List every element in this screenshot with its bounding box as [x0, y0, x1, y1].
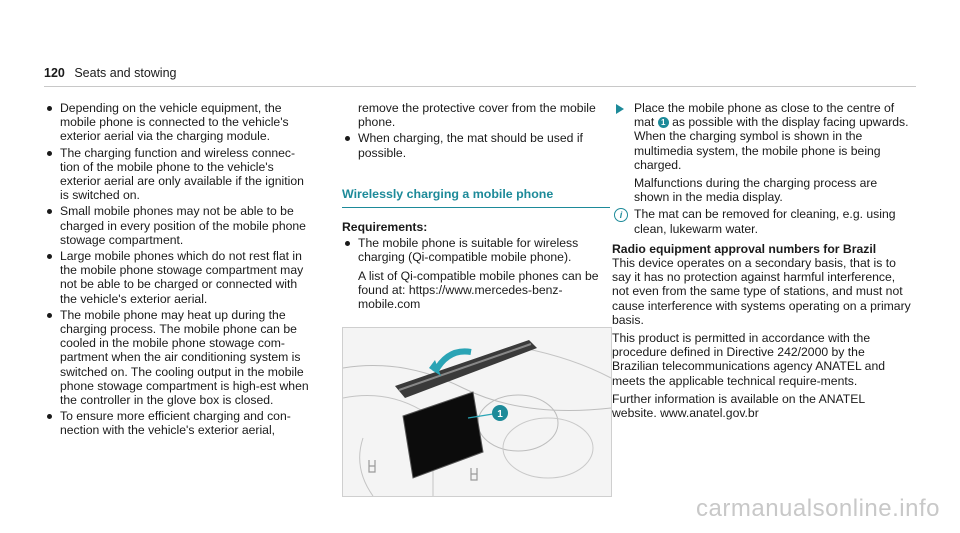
header-divider — [44, 86, 916, 87]
requirements-list — [342, 236, 610, 264]
list-item: The mobile phone is suitable for wireless charging (Qi-compatible mobile phone). — [342, 236, 610, 264]
list-item: Small mobile phones may not be able to be charged in every position of the mobile phone stowage compartment. — [44, 204, 312, 247]
column-2 — [342, 101, 610, 497]
note-text: The mat can be removed for cleaning, e.g. using clean, lukewarm water. — [634, 207, 896, 236]
list-item: The mobile phone may heat up during the charging process. The mobile phone can be cooled in the mobile phone stowage com-partment when the air conditioning system is switched on. The cooling output in the mobile phone stowage compartment is high-est when the controller in the glove box is closed. — [44, 308, 312, 407]
step-paragraph: Malfunctions during the charging process are shown in the media display. — [634, 176, 878, 205]
section-title: Wirelessly charging a mobile phone — [342, 187, 610, 208]
radio-paragraph: This device operates on a secondary basis, that is to say it has no protection against harmful interference, not even from the same type of stations, and must not cause interference with systems operating on a primary basis. — [612, 256, 911, 327]
column-3 — [612, 101, 912, 420]
section-name: Seats and stowing — [74, 66, 177, 80]
column-1 — [44, 101, 312, 440]
page-number: 120 — [44, 66, 65, 80]
list-item: Large mobile phones which do not rest flat in the mobile phone stowage compartment may not be able to be charged or connected with the vehicle's exterior aerial. — [44, 249, 312, 306]
radio-paragraph: Further information is available on the ANATEL website. www.anatel.gov.br — [612, 391, 865, 421]
list-item: When charging, the mat should be used if possible. — [342, 131, 610, 159]
mat-callout-badge: 1 — [658, 117, 669, 128]
charging-mat-drawing — [343, 328, 611, 496]
bullet-list — [44, 101, 312, 438]
requirements-note: A list of Qi-compatible mobile phones can be found at: https://www.mercedes-benz-mobile.com — [358, 268, 599, 312]
step-arrow-icon — [616, 104, 624, 114]
figure-callout-label: 1 — [497, 409, 503, 421]
step-text — [634, 101, 912, 129]
watermark: carmanualsonline.info — [696, 495, 940, 522]
info-icon: i — [614, 208, 628, 222]
step-text-part: as possible with the display facing upwards. — [672, 115, 909, 130]
instruction-step — [612, 101, 912, 204]
step-text-part: Place the mobile phone as close to the centre of mat — [634, 101, 895, 130]
step-paragraph: When the charging symbol is shown in the multimedia system, the mobile phone is being charged. — [634, 129, 881, 172]
list-item: To ensure more efficient charging and con-nection with the vehicle's exterior aerial, — [44, 409, 312, 437]
list-item: The charging function and wireless connec-tion of the mobile phone to the vehicle's exterior aerial are only available if the ignition is switched on. — [44, 146, 312, 203]
page-header — [44, 66, 177, 80]
requirements-label: Requirements: — [342, 220, 428, 235]
radio-approval-title: Radio equipment approval numbers for Brazil — [612, 241, 877, 256]
list-item-continuation: remove the protective cover from the mobile phone. — [358, 101, 596, 130]
wireless-charging-illustration — [342, 327, 612, 497]
list-item: Depending on the vehicle equipment, the mobile phone is connected to the vehicle's exterior aerial via the charging module. — [44, 101, 312, 144]
info-note — [612, 207, 912, 235]
bullet-list — [342, 101, 610, 160]
radio-paragraph: This product is permitted in accordance with the procedure defined in Directive 242/2000 by the Brazilian telecommunications agency ANATEL and meets the applicable technical require-ments. — [612, 331, 886, 388]
